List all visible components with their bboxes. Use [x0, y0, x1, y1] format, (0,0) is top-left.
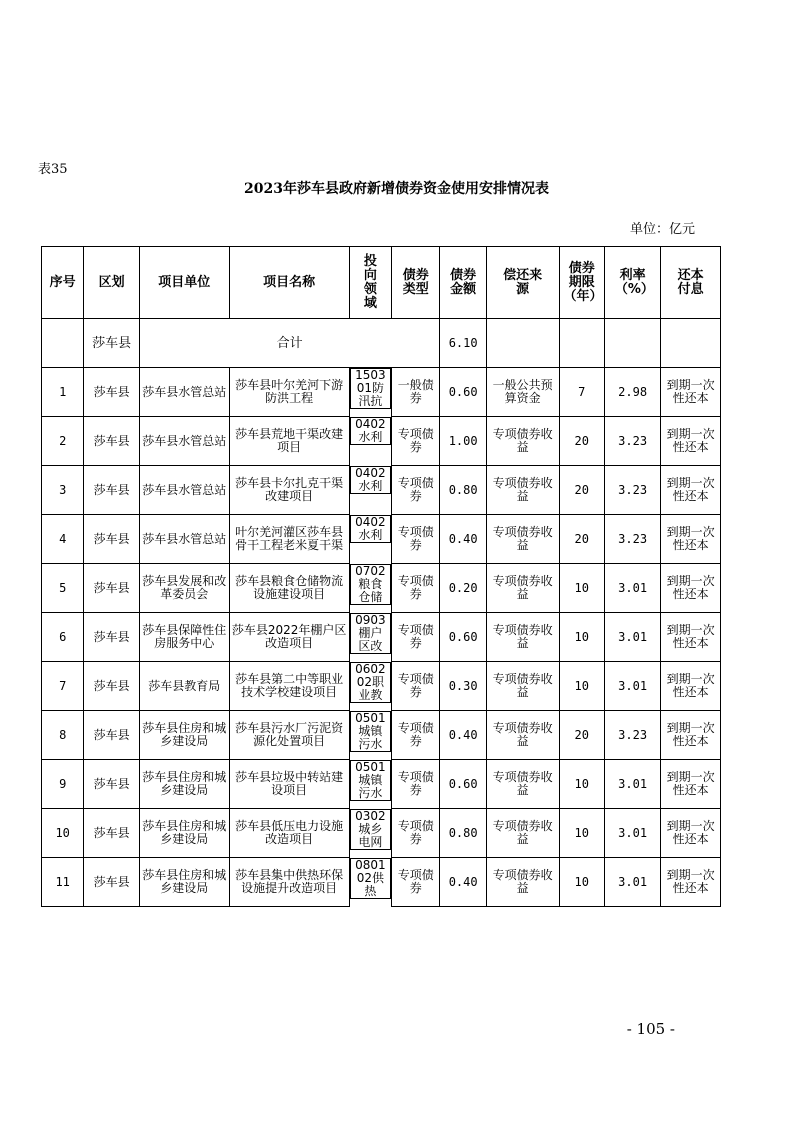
row-project-unit: 莎车县住房和城乡建设局: [139, 858, 229, 907]
header-cell: 还本付息: [661, 247, 721, 319]
row-investment-field: 0501城镇污水: [350, 711, 391, 752]
row-region: 莎车县: [84, 515, 139, 564]
row-bond-type: 专项债券: [392, 613, 440, 662]
row-number: 6: [42, 613, 84, 662]
row-repayment-source: 专项债券收益: [486, 858, 559, 907]
row-repayment-source: 专项债券收益: [486, 466, 559, 515]
summary-label: 合计: [139, 319, 440, 368]
debt-allocation-table: [41, 246, 721, 907]
row-investment-field: 0302城乡电网: [350, 809, 391, 850]
summary-empty-cell: [661, 319, 721, 368]
row-repayment-method: 到期一次性还本: [661, 711, 721, 760]
row-project-name: 莎车县第二中等职业技术学校建设项目: [229, 662, 349, 711]
row-region: 莎车县: [84, 417, 139, 466]
header-cell: 投向领域: [349, 247, 391, 319]
row-bond-term: 20: [559, 711, 604, 760]
row-repayment-method: 到期一次性还本: [661, 809, 721, 858]
row-interest-rate: 3.23: [604, 466, 660, 515]
row-number: 10: [42, 809, 84, 858]
table-label: 表35: [38, 162, 68, 177]
table-row: [42, 760, 721, 809]
row-project-unit: 莎车县水管总站: [139, 417, 229, 466]
row-interest-rate: 3.01: [604, 662, 660, 711]
row-investment-field: 0402水利: [350, 417, 391, 445]
row-bond-type: 专项债券: [392, 564, 440, 613]
table-row: [42, 564, 721, 613]
row-project-name: 莎车县污水厂污泥资源化处置项目: [229, 711, 349, 760]
row-bond-amount: 0.60: [440, 613, 486, 662]
row-bond-amount: 0.40: [440, 711, 486, 760]
row-bond-term: 10: [559, 760, 604, 809]
row-bond-amount: 0.40: [440, 858, 486, 907]
row-project-unit: 莎车县水管总站: [139, 368, 229, 417]
row-project-name: 莎车县集中供热环保设施提升改造项目: [229, 858, 349, 907]
row-project-unit: 莎车县发展和改革委员会: [139, 564, 229, 613]
row-repayment-source: 专项债券收益: [486, 711, 559, 760]
row-bond-amount: 0.60: [440, 368, 486, 417]
row-project-name: 莎车县低压电力设施改造项目: [229, 809, 349, 858]
row-region: 莎车县: [84, 564, 139, 613]
table-row: [42, 613, 721, 662]
row-repayment-source: 专项债券收益: [486, 613, 559, 662]
row-repayment-method: 到期一次性还本: [661, 858, 721, 907]
row-bond-type: 专项债券: [392, 858, 440, 907]
row-repayment-source: 专项债券收益: [486, 662, 559, 711]
row-bond-term: 20: [559, 417, 604, 466]
row-region: 莎车县: [84, 809, 139, 858]
row-region: 莎车县: [84, 662, 139, 711]
table-row: [42, 368, 721, 417]
row-repayment-method: 到期一次性还本: [661, 613, 721, 662]
row-region: 莎车县: [84, 613, 139, 662]
table-row: [42, 711, 721, 760]
table-row: [42, 858, 721, 907]
row-interest-rate: 3.23: [604, 711, 660, 760]
summary-empty-cell: [486, 319, 559, 368]
header-cell: 利率（%）: [604, 247, 660, 319]
table-row: [42, 809, 721, 858]
row-bond-amount: 0.20: [440, 564, 486, 613]
row-investment-field: 0702粮食仓储: [350, 564, 391, 605]
row-repayment-source: 专项债券收益: [486, 417, 559, 466]
header-cell: 项目名称: [229, 247, 349, 319]
row-region: 莎车县: [84, 858, 139, 907]
summary-empty-cell: [604, 319, 660, 368]
unit-label: 单位：亿元: [629, 222, 695, 237]
row-repayment-method: 到期一次性还本: [661, 564, 721, 613]
row-repayment-source: 专项债券收益: [486, 564, 559, 613]
row-repayment-method: 到期一次性还本: [661, 417, 721, 466]
row-bond-type: 专项债券: [392, 809, 440, 858]
row-bond-type: 专项债券: [392, 760, 440, 809]
row-bond-type: 专项债券: [392, 662, 440, 711]
row-bond-type: 专项债券: [392, 466, 440, 515]
row-interest-rate: 3.01: [604, 760, 660, 809]
table-row: [42, 466, 721, 515]
row-repayment-source: 专项债券收益: [486, 809, 559, 858]
row-investment-field: 080102供热: [350, 858, 391, 899]
summary-row: [42, 319, 721, 368]
row-bond-term: 10: [559, 809, 604, 858]
row-region: 莎车县: [84, 711, 139, 760]
row-repayment-method: 到期一次性还本: [661, 662, 721, 711]
summary-amount: 6.10: [440, 319, 486, 368]
row-interest-rate: 2.98: [604, 368, 660, 417]
table-row: [42, 662, 721, 711]
row-project-name: 叶尔羌河灌区莎车县骨干工程老米夏干渠: [229, 515, 349, 564]
row-investment-field: 0501城镇污水: [350, 760, 391, 801]
table-row: [42, 417, 721, 466]
row-bond-term: 10: [559, 858, 604, 907]
row-interest-rate: 3.01: [604, 613, 660, 662]
row-project-unit: 莎车县住房和城乡建设局: [139, 711, 229, 760]
row-repayment-method: 到期一次性还本: [661, 760, 721, 809]
page-number: - 105 -: [626, 1020, 675, 1038]
row-project-name: 莎车县垃圾中转站建设项目: [229, 760, 349, 809]
header-cell: 序号: [42, 247, 84, 319]
header-cell: 区划: [84, 247, 139, 319]
row-number: 8: [42, 711, 84, 760]
row-project-name: 莎车县2022年棚户区改造项目: [229, 613, 349, 662]
row-interest-rate: 3.23: [604, 417, 660, 466]
table-row: [42, 515, 721, 564]
row-project-name: 莎车县粮食仓储物流设施建设项目: [229, 564, 349, 613]
row-investment-field: 0602 02职业教: [350, 662, 391, 703]
header-cell: 项目单位: [139, 247, 229, 319]
row-repayment-method: 到期一次性还本: [661, 515, 721, 564]
summary-empty-cell: [559, 319, 604, 368]
row-repayment-source: 一般公共预算资金: [486, 368, 559, 417]
row-number: 9: [42, 760, 84, 809]
row-bond-term: 7: [559, 368, 604, 417]
row-region: 莎车县: [84, 466, 139, 515]
row-project-name: 莎车县叶尔羌河下游防洪工程: [229, 368, 349, 417]
row-bond-term: 20: [559, 466, 604, 515]
row-investment-field: 150301防汛抗: [350, 368, 391, 409]
header-cell: 偿还来源: [486, 247, 559, 319]
row-bond-type: 专项债券: [392, 711, 440, 760]
row-region: 莎车县: [84, 368, 139, 417]
row-interest-rate: 3.01: [604, 809, 660, 858]
row-investment-field: 0402水利: [350, 466, 391, 494]
row-number: 5: [42, 564, 84, 613]
table-header-row: [42, 247, 721, 319]
row-project-unit: 莎车县住房和城乡建设局: [139, 760, 229, 809]
row-project-unit: 莎车县住房和城乡建设局: [139, 809, 229, 858]
row-bond-term: 10: [559, 613, 604, 662]
row-interest-rate: 3.23: [604, 515, 660, 564]
document-title: 2023年莎车县政府新增债券资金使用安排情况表: [244, 181, 549, 197]
row-bond-amount: 0.80: [440, 466, 486, 515]
row-bond-amount: 0.30: [440, 662, 486, 711]
row-bond-term: 10: [559, 662, 604, 711]
row-number: 4: [42, 515, 84, 564]
row-interest-rate: 3.01: [604, 858, 660, 907]
row-investment-field: 0402水利: [350, 515, 391, 543]
row-bond-amount: 0.40: [440, 515, 486, 564]
row-number: 3: [42, 466, 84, 515]
row-bond-amount: 1.00: [440, 417, 486, 466]
row-interest-rate: 3.01: [604, 564, 660, 613]
row-bond-type: 专项债券: [392, 515, 440, 564]
row-project-name: 莎车县荒地干渠改建项目: [229, 417, 349, 466]
row-number: 7: [42, 662, 84, 711]
summary-region: 莎车县: [84, 319, 139, 368]
row-project-unit: 莎车县保障性住房服务中心: [139, 613, 229, 662]
row-bond-amount: 0.60: [440, 760, 486, 809]
summary-no-cell: [42, 319, 84, 368]
row-bond-type: 专项债券: [392, 417, 440, 466]
row-number: 2: [42, 417, 84, 466]
row-project-unit: 莎车县水管总站: [139, 515, 229, 564]
row-bond-term: 10: [559, 564, 604, 613]
row-number: 11: [42, 858, 84, 907]
row-investment-field: 0903棚户区改: [350, 613, 391, 654]
row-repayment-method: 到期一次性还本: [661, 368, 721, 417]
row-bond-type: 一般债券: [392, 368, 440, 417]
row-bond-term: 20: [559, 515, 604, 564]
row-repayment-source: 专项债券收益: [486, 760, 559, 809]
row-repayment-source: 专项债券收益: [486, 515, 559, 564]
row-project-unit: 莎车县水管总站: [139, 466, 229, 515]
row-project-unit: 莎车县教育局: [139, 662, 229, 711]
row-region: 莎车县: [84, 760, 139, 809]
row-repayment-method: 到期一次性还本: [661, 466, 721, 515]
header-cell: 债券期限（年）: [559, 247, 604, 319]
header-cell: 债券类型: [392, 247, 440, 319]
row-bond-amount: 0.80: [440, 809, 486, 858]
row-number: 1: [42, 368, 84, 417]
header-cell: 债券金额: [440, 247, 486, 319]
row-project-name: 莎车县卡尔扎克干渠改建项目: [229, 466, 349, 515]
